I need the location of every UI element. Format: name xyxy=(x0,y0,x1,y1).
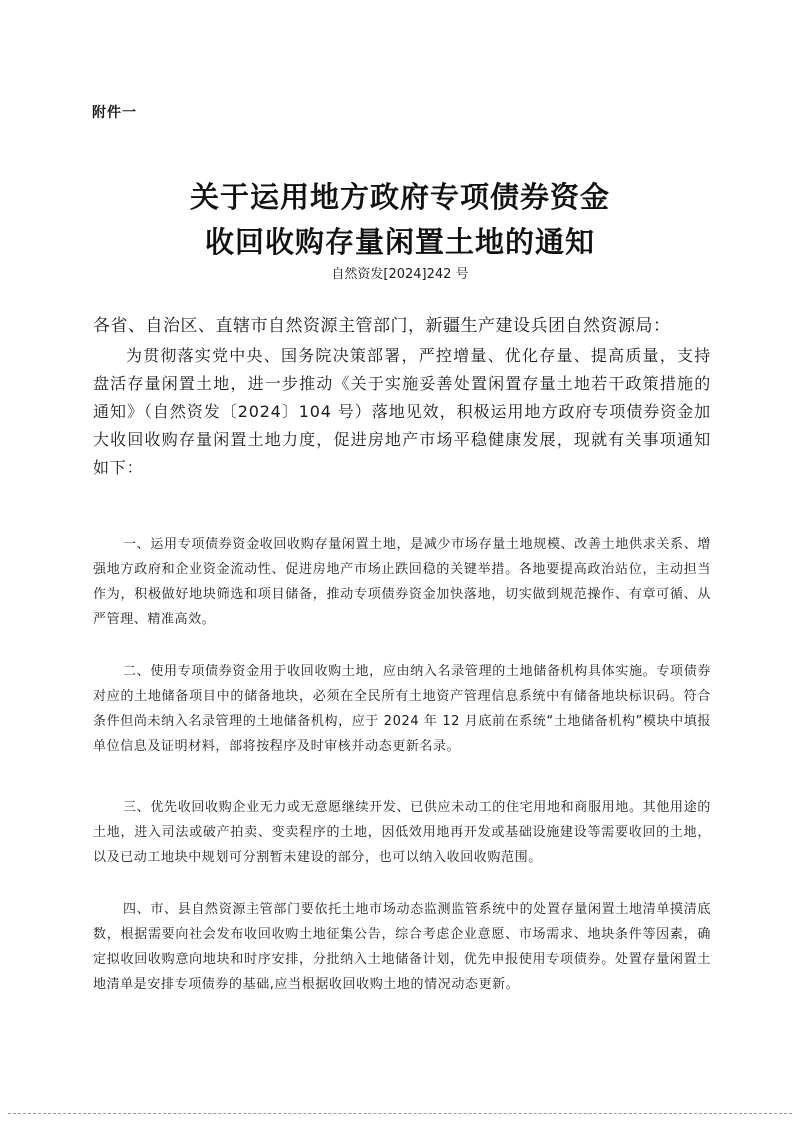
page-bottom-divider xyxy=(8,1113,792,1114)
paragraph-3: 三、优先收回收购企业无力或无意愿继续开发、已供应未动工的住宅用地和商服用地。其他用途的土地，进入司法或破产拍卖、变卖程序的土地，因低效用地再开发或基础设施建设等需要收回的土地，以及已动工地块中规划可分割暂未建设的部分，也可以纳入收回收购范围。 xyxy=(93,800,711,865)
paragraph-2: 二、使用专项债券资金用于收回收购土地，应由纳入名录管理的土地储备机构具体实施。专项债券对应的土地储备项目中的储备地块，必须在全民所有土地资产管理信息系统中有储备地块标识码。符合条件但尚未纳入名录管理的土地储备机构，应于 2024 年 12 月底前在系统“土地储备机构”模块中填报单位信息及证明材料，部将按程序及时审核并动态更新名录。 xyxy=(93,664,711,754)
document-title-line-2: 收回收购存量闲置土地的通知 xyxy=(204,225,595,259)
paragraph-1: 一、运用专项债券资金收回收购存量闲置土地，是减少市场存量土地规模、改善土地供求关系、增强地方政府和企业资金流动性、促进房地产市场止跌回稳的关键举措。各地要提高政治站位，主动担当作为，积极做好地块筛选和项目储备，推动专项债券资金加快落地，切实做到规范操作、有章可循、从严管理、精准高效。 xyxy=(93,537,711,627)
document-number: 自然资发[2024]242 号 xyxy=(331,267,469,282)
paragraph-4: 四、市、县自然资源主管部门要依托土地市场动态监测监管系统中的处置存量闲置土地清单摸清底数，根据需要向社会发布收回收购土地征集公告，综合考虑企业意愿、市场需求、地块条件等因素，确定拟收回收购意向地块和时序安排，分批纳入土地储备计划，优先申报使用专项债券。处置存量闲置土地清单是安排专项债券的基础,应当根据收回收购土地的情况动态更新。 xyxy=(93,902,711,992)
document-title-line-1: 关于运用地方政府专项债券资金 xyxy=(189,180,610,214)
attachment-label: 附件一 xyxy=(92,105,137,121)
intro-paragraph: 为贯彻落实党中央、国务院决策部署，严控增量、优化存量、提高质量，支持盘活存量闲置土地，进一步推动《关于实施妥善处置闲置存量土地若干政策措施的通知》（自然资发〔2024〕104 号）落地见效，积极运用地方政府专项债券资金加大收回收购存量闲置土地力度，促进房地产市场平稳健康发展，现就有关事项通知如下： xyxy=(93,346,711,477)
recipients-line: 各省、自治区、直辖市自然资源主管部门，新疆生产建设兵团自然资源局： xyxy=(93,316,671,336)
